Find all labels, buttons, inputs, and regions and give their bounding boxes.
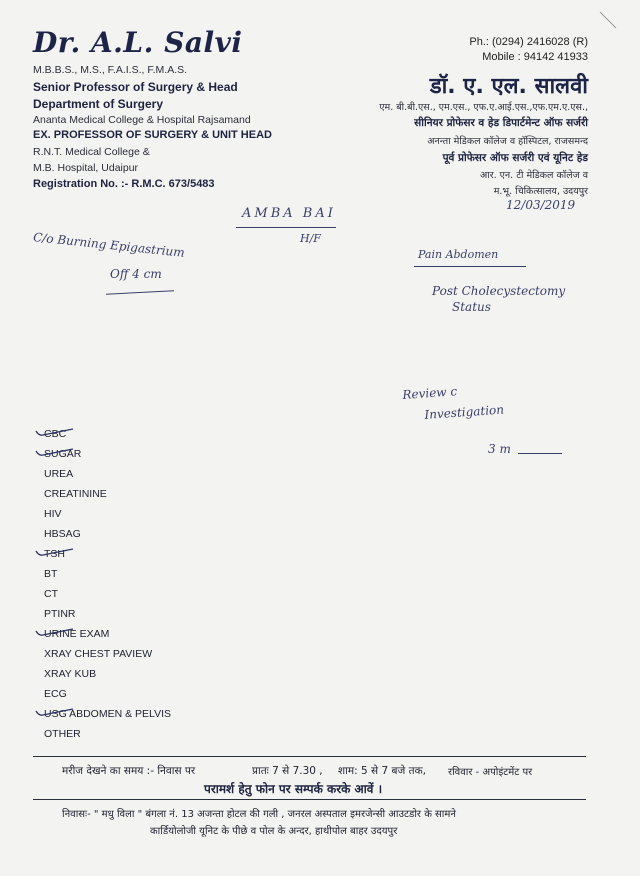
tick-mark-icon [35,427,75,439]
registration-number: Registration No. :- R.M.C. 673/5483 [33,178,215,190]
footer-rule-bottom [33,799,586,800]
investigation-label: CT [44,588,58,600]
title-hindi-1: सीनियर प्रोफेसर व हेड डिपार्टमेन्ट ऑफ सर्जरी [414,117,588,129]
patient-name: AMBA BAI [242,206,336,221]
finding-line-2b: Status [452,300,491,314]
investigation-label: CREATININE [44,488,107,500]
address-line-2: कार्डियोलोजी यूनिट के पीछे व पोल के अन्दर, हाथीपोल बाहर उदयपुर [150,826,398,837]
handwritten-date: 12/03/2019 [506,198,576,212]
investigation-label: OTHER [44,728,81,740]
advice-line-3: 3 m [488,442,511,456]
investigation-label: SUGAR [44,448,82,460]
investigation-item [44,664,171,684]
investigation-label: URINE EXAM [44,628,110,640]
complaint-line-1: C/o Burning Epigastrium [32,230,186,260]
finding-underline [414,266,526,267]
investigation-label: BT [44,568,58,580]
title-line-1: Senior Professor of Surgery & Head [33,80,238,94]
patient-age-sex: H/F [300,232,321,245]
institution-line-3: M.B. Hospital, Udaipur [33,162,139,174]
institution-hindi-3: म.भू. चिकित्सालय, उदयपुर [493,186,588,197]
tick-mark-icon [35,707,75,719]
investigation-label: ECG [44,688,67,700]
investigation-item [44,644,171,664]
doctor-name: Dr. A.L. Salvi [33,26,243,59]
finding-line-2a: Post Cholecystectomy [432,284,566,298]
timing-evening: शाम: 5 से 7 बजे तक, [338,765,426,777]
institution-hindi-2: आर. एन. टी मेडिकल कॉलेज व [480,170,588,181]
investigation-label: UREA [44,468,74,480]
call-note: परामर्श हेतु फोन पर सम्पर्क करके आवें । [204,782,383,796]
footer-rule-top [33,756,586,757]
doctor-degrees: M.B.B.S., M.S., F.A.I.S., F.M.A.S. [33,64,188,76]
investigation-item [44,524,171,544]
investigation-item [44,724,171,744]
investigation-item [44,484,171,504]
title-line-2: Department of Surgery [33,97,164,111]
doctor-name-hindi: डॉ. ए. एल. सालवी [429,74,588,99]
patient-name-underline [236,227,336,228]
title-hindi-2: पूर्व प्रोफेसर ऑफ सर्जरी एवं यूनिट हेड [442,152,588,164]
investigation-item [44,604,171,624]
investigation-item [44,624,171,644]
investigation-item [44,564,171,584]
investigation-item [44,504,171,524]
investigation-label: XRAY KUB [44,668,97,680]
phone-number: Ph.: (0294) 2416028 (R) [469,36,588,48]
title-line-3: EX. PROFESSOR OF SURGERY & UNIT HEAD [33,129,272,141]
complaint-underline [106,290,174,295]
institution-line-1: Ananta Medical College & Hospital Rajsamand [33,114,251,126]
investigation-item [44,444,171,464]
investigation-label: XRAY CHEST PAVIEW [44,648,153,660]
investigation-item [44,424,171,444]
doctor-degrees-hindi: एम. बी.बी.एस., एम.एस., एफ.ए.आई.एस.,एफ.एम.ए.एस., [379,102,588,113]
complaint-line-2: Off 4 cm [110,267,162,281]
timing-sunday: रविवार - अपोइंटमेंट पर [448,767,533,778]
investigation-item [44,464,171,484]
institution-hindi-1: अनन्ता मेडिकल कॉलेज व हॉस्पिटल, राजसमन्द [427,136,588,147]
investigation-label: TSH [44,548,65,560]
investigation-item [44,704,171,724]
investigation-list [44,424,171,744]
mobile-number: Mobile : 94142 41933 [482,51,588,63]
investigation-label: HBSAG [44,528,81,540]
investigation-item [44,584,171,604]
investigation-label: PTINR [44,608,76,620]
tick-mark-icon [35,627,75,639]
timing-label: मरीज देखने का समय :- निवास पर [62,765,196,777]
investigation-item [44,544,171,564]
advice-underline [518,453,562,454]
tick-mark-icon [35,547,75,559]
investigation-label: HIV [44,508,62,520]
investigation-label: CBC [44,428,67,440]
investigation-item [44,684,171,704]
finding-pain-abdomen: Pain Abdomen [418,248,499,261]
advice-line-2: Investigation [424,402,505,422]
address-line-1: निवासः- " मधु विला " बंगला नं. 13 अजन्ता होटल की गली , जनरल अस्पताल इमरजेन्सी आउटडोर के सामने [62,809,456,820]
institution-line-2: R.N.T. Medical College & [33,146,150,158]
timing-morning: प्रातः 7 से 7.30 , [252,765,323,777]
advice-line-1: Review c [402,384,458,402]
corner-fold-mark [598,10,618,30]
tick-mark-icon [35,447,75,459]
investigation-label: USG ABDOMEN & PELVIS [44,708,172,720]
